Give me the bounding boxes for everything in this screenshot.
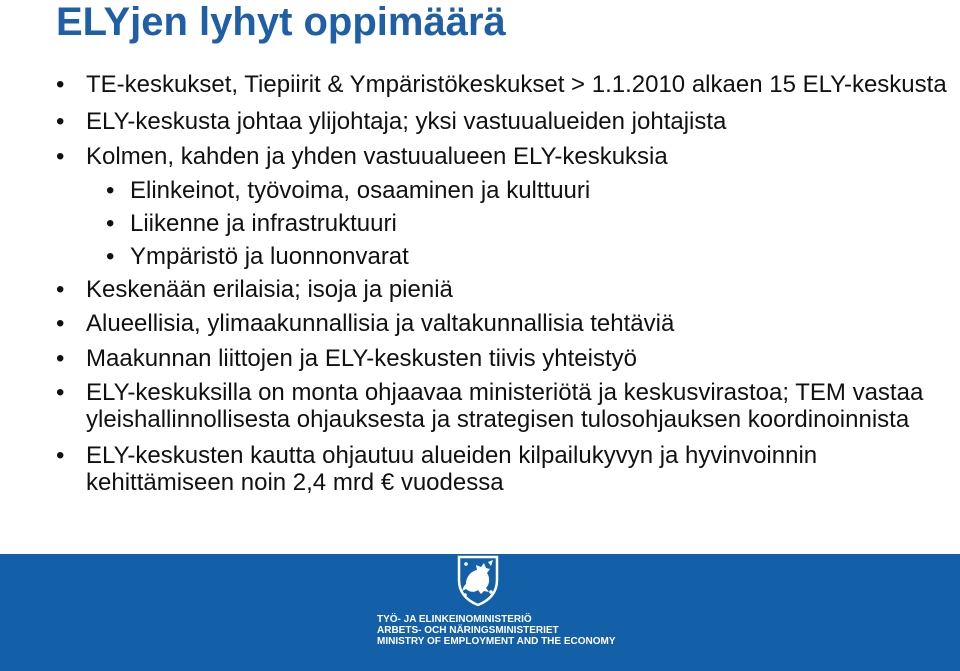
bullet-text: TE-keskukset, Tiepiirit & Ympäristökeskukset > 1.1.2010 alkaen 15 ELY-keskusta	[86, 71, 947, 98]
bullet-dot-icon: •	[56, 143, 65, 170]
bullet-item	[56, 379, 956, 433]
bullet-dot-icon: •	[56, 276, 65, 303]
bullet-dot-icon: •	[56, 345, 65, 372]
bullet-text: Liikenne ja infrastruktuuri	[130, 210, 397, 237]
bullet-item	[56, 108, 956, 135]
bullet-dot-icon: •	[56, 71, 65, 98]
bullet-dot-icon: •	[56, 379, 65, 406]
sub-bullet-item	[56, 177, 956, 204]
bullet-text: Alueellisia, ylimaakunnallisia ja valtakunnallisia tehtäviä	[86, 310, 675, 337]
bullet-text: Ympäristö ja luonnonvarat	[130, 243, 409, 270]
bullet-item	[56, 143, 956, 170]
bullet-item	[56, 345, 956, 372]
bullet-item	[56, 71, 956, 98]
ministry-name	[377, 614, 616, 647]
bullet-text: Maakunnan liittojen ja ELY-keskusten tiivis yhteistyö	[86, 345, 637, 372]
bullet-dot-icon: •	[56, 442, 65, 469]
bullet-dot-icon: •	[106, 177, 115, 204]
bullet-dot-icon: •	[106, 210, 115, 237]
bullet-dot-icon: •	[56, 310, 65, 337]
bullet-text: ELY-keskusta johtaa ylijohtaja; yksi vastuualueiden johtajista	[86, 108, 727, 135]
bullet-dot-icon: •	[56, 108, 65, 135]
sub-bullet-item	[56, 210, 956, 237]
ministry-footer-banner	[0, 554, 960, 671]
bullet-item	[56, 442, 956, 496]
bullet-text: ELY-keskusten kautta ohjautuu alueiden kilpailukyvyn ja hyvinvoinnin kehittämiseen noin 2,4 mrd € vuodessa	[86, 442, 818, 496]
bullet-list	[56, 71, 956, 496]
bullet-item	[56, 310, 956, 337]
bullet-text: Keskenään erilaisia; isoja ja pieniä	[86, 276, 453, 303]
bullet-dot-icon: •	[106, 243, 115, 270]
finnish-lion-coat-of-arms-icon	[453, 554, 503, 606]
bullet-item	[56, 276, 956, 303]
sub-bullet-item	[56, 243, 956, 270]
bullet-text: Kolmen, kahden ja yhden vastuualueen ELY-keskuksia	[86, 143, 668, 170]
ministry-name-fi: TYÖ- JA ELINKEINOMINISTERIÖ	[377, 614, 532, 625]
bullet-text: Elinkeinot, työvoima, osaaminen ja kulttuuri	[130, 177, 591, 204]
slide-title: ELYjen lyhyt oppimäärä	[56, 0, 506, 44]
ministry-name-en: MINISTRY OF EMPLOYMENT AND THE ECONOMY	[377, 636, 616, 647]
bullet-text: ELY-keskuksilla on monta ohjaavaa ministeriötä ja keskusvirastoa; TEM vastaa yleishallinnollisesta ohjauksesta ja strategisen tulosohjauksen koordinoinnista	[86, 379, 924, 433]
ministry-name-sv: ARBETS- OCH NÄRINGSMINISTERIET	[377, 625, 559, 636]
